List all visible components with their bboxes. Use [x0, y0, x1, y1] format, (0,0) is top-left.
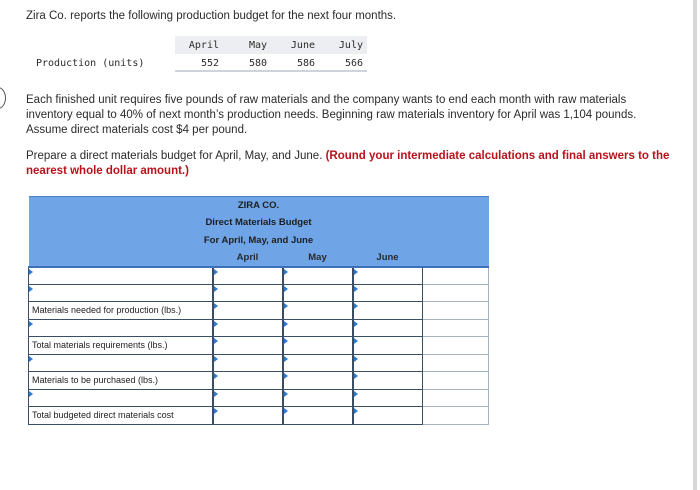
production-july: 566: [344, 57, 363, 69]
production-april: 552: [200, 57, 219, 69]
budget-title: Direct Materials Budget: [29, 214, 489, 232]
answer-cell[interactable]: [353, 284, 423, 302]
production-label: Production (units): [27, 54, 175, 72]
answer-cell[interactable]: [283, 407, 353, 425]
answer-cell[interactable]: [353, 337, 423, 355]
answer-cell[interactable]: [213, 319, 283, 337]
row-label-input[interactable]: [29, 319, 213, 337]
budget-period: For April, May, and June: [29, 232, 489, 250]
production-may: 580: [248, 57, 267, 69]
row-label: Materials needed for production (lbs.): [29, 302, 213, 320]
answer-cell[interactable]: [353, 372, 423, 390]
answer-cell[interactable]: [213, 302, 283, 320]
answer-cell[interactable]: [213, 407, 283, 425]
answer-cell[interactable]: [353, 319, 423, 337]
answer-cell[interactable]: [353, 267, 423, 285]
instructions-emphasis: (Round your intermediate calculations and final answers to the nearest whole dollar amount.): [26, 150, 670, 177]
row-label: Total materials requirements (lbs.): [29, 337, 213, 355]
answer-cell[interactable]: [353, 302, 423, 320]
problem-intro: Zira Co. reports the following production budget for the next four months.: [26, 10, 397, 22]
budget-company: ZIRA CO.: [29, 197, 489, 215]
answer-cell[interactable]: [283, 284, 353, 302]
row-label-input[interactable]: [29, 267, 213, 285]
answer-cell[interactable]: [283, 389, 353, 407]
answer-cell[interactable]: [283, 267, 353, 285]
answer-cell[interactable]: [283, 372, 353, 390]
row-label-input[interactable]: [29, 389, 213, 407]
answer-cell[interactable]: [283, 337, 353, 355]
page-scrollbar[interactable]: [693, 0, 697, 490]
direct-materials-budget: [28, 196, 488, 424]
answer-cell[interactable]: [283, 319, 353, 337]
answer-cell[interactable]: [213, 337, 283, 355]
answer-cell[interactable]: [213, 389, 283, 407]
production-june: 586: [296, 57, 315, 69]
month-july: July: [319, 36, 367, 54]
answer-cell[interactable]: [213, 372, 283, 390]
answer-cell[interactable]: [353, 354, 423, 372]
col-april: April: [213, 249, 283, 267]
answer-cell[interactable]: [283, 354, 353, 372]
row-label: Materials to be purchased (lbs.): [29, 372, 213, 390]
col-may: May: [283, 249, 353, 267]
month-may: May: [223, 36, 271, 54]
answer-cell[interactable]: [213, 354, 283, 372]
answer-cell[interactable]: [283, 302, 353, 320]
production-table: [27, 36, 367, 72]
answer-cell[interactable]: [353, 389, 423, 407]
month-june: June: [271, 36, 319, 54]
row-label: Total budgeted direct materials cost: [29, 407, 213, 425]
col-june: June: [353, 249, 423, 267]
answer-cell[interactable]: [213, 267, 283, 285]
month-april: April: [175, 36, 223, 54]
row-label-input[interactable]: [29, 354, 213, 372]
answer-cell[interactable]: [353, 407, 423, 425]
problem-paragraph: Each finished unit requires five pounds of raw materials and the company wants to end each month with raw materials inventory equal to 40% of next month’s production needs. Beginning raw materials inventory for April was 1,104 pounds. Assume direct materials cost $4 per pound.: [26, 94, 637, 136]
answer-cell[interactable]: [213, 284, 283, 302]
instructions: [26, 149, 686, 179]
instructions-text: Prepare a direct materials budget for April, May, and June.: [26, 150, 323, 162]
question-marker-icon: [0, 87, 6, 109]
row-label-input[interactable]: [29, 284, 213, 302]
